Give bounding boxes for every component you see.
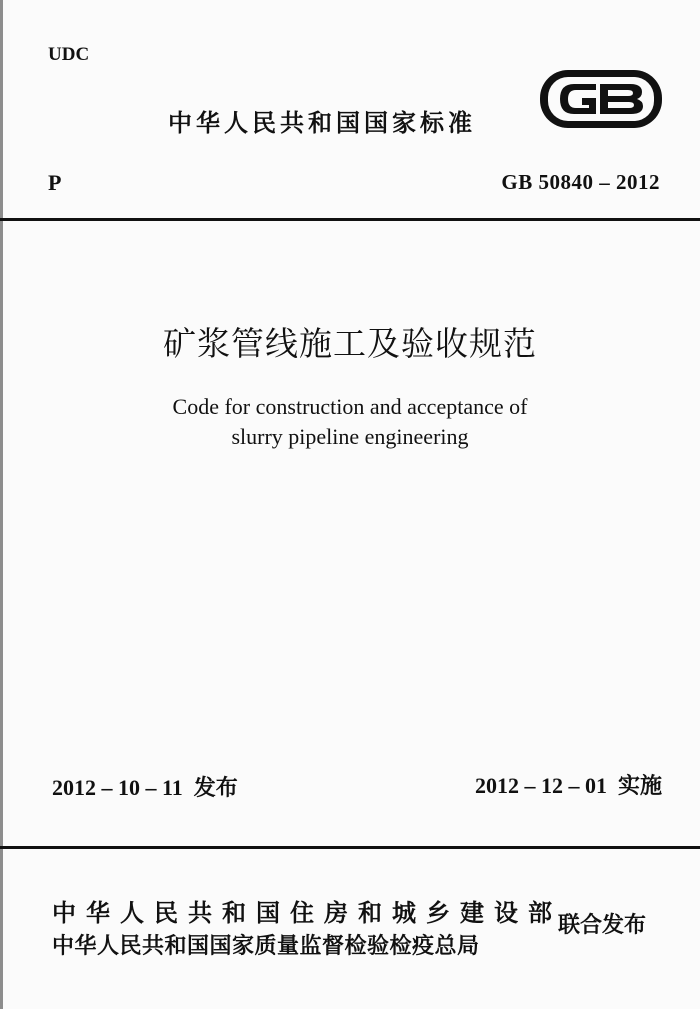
title-english-line2: slurry pipeline engineering [231, 424, 469, 449]
udc-label: UDC [48, 44, 90, 65]
publisher-aqsiq: 中华人民共和国国家质量监督检验检疫总局 [52, 934, 480, 959]
publisher-ministry-housing: 中华人民共和国住房和城乡建设部 [52, 899, 562, 927]
bottom-divider [0, 846, 700, 849]
title-english [0, 392, 700, 452]
gb-logo [538, 68, 664, 130]
implementation-date: 2012 – 12 – 01 实施 [474, 773, 662, 798]
national-standard-heading: 中华人民共和国国家标准 [168, 109, 476, 137]
joint-issue-label: 联合发布 [558, 913, 647, 938]
issue-date: 2012 – 10 – 11 发布 [52, 775, 238, 800]
category-code: P [48, 170, 62, 195]
standard-number: GB 50840 – 2012 [501, 170, 660, 194]
title-english-line1: Code for construction and acceptance of [172, 394, 528, 419]
title-chinese: 矿浆管线施工及验收规范 [163, 324, 537, 363]
top-divider [0, 218, 700, 221]
page-edge-shadow [0, 0, 3, 1009]
